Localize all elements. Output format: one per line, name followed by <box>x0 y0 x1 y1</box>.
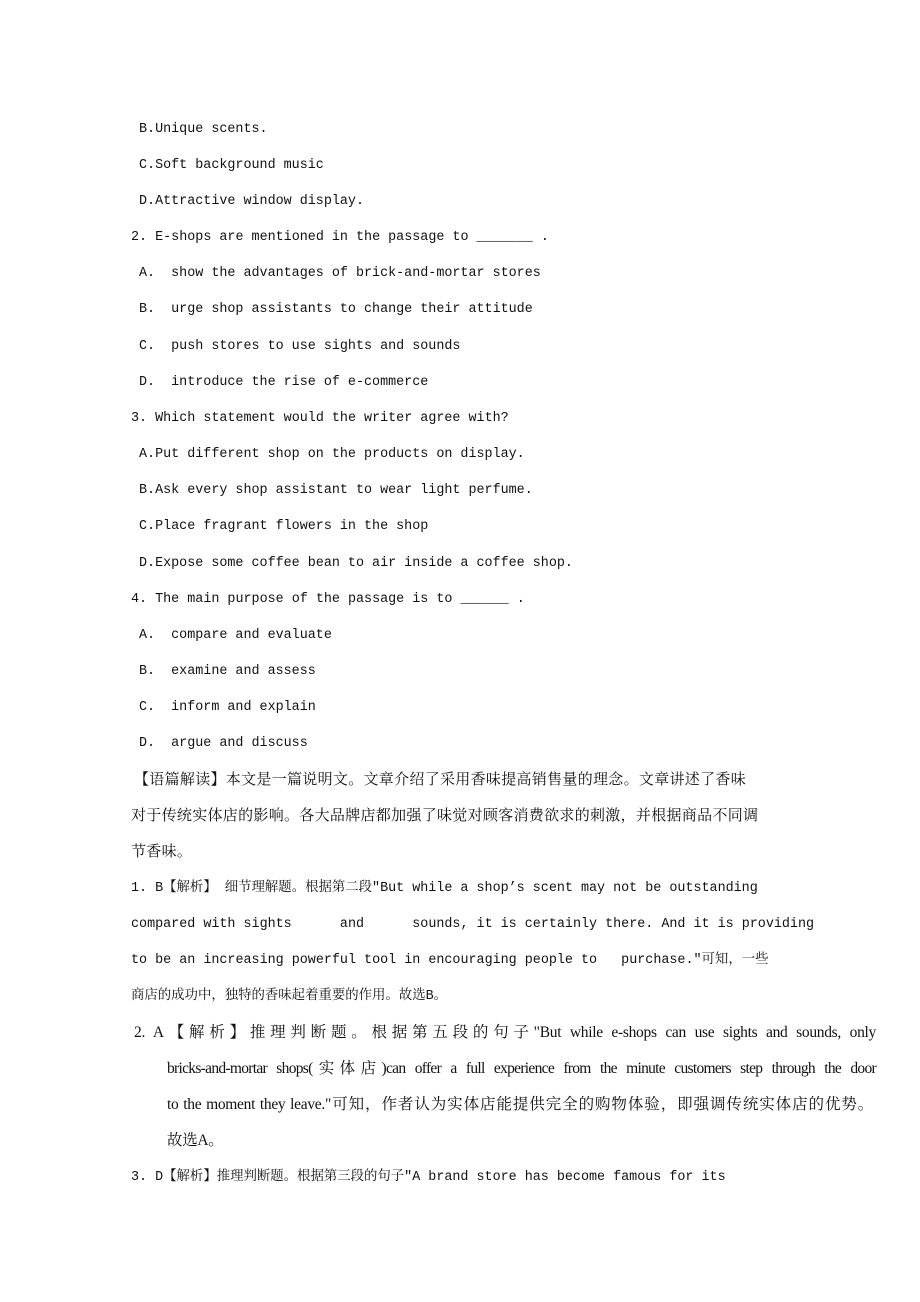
q4-stem: 4. The main purpose of the passage is to ______ . <box>131 592 525 607</box>
answer2-line: 2. A【解析】推理判断题。根据第五段的句子"But while e-shops can use sights and sounds, only <box>134 1024 876 1041</box>
q3-stem: 3. Which statement would the writer agree with? <box>131 411 509 426</box>
answer1-line: 1. B【解析】 细节理解题。根据第二段"But while a shop’s scent may not be outstanding <box>131 881 758 896</box>
q1-option-b: B.Unique scents. <box>139 122 268 137</box>
answer2-line: to the moment they leave."可知，作者认为实体店能提供完全的购物体验，即强调传统实体店的优势。 <box>167 1096 873 1113</box>
reading-intro-line: 【语篇解读】本文是一篇说明文。文章介绍了采用香味提高销售量的理念。文章讲述了香味 <box>134 770 747 788</box>
answer3-line: 3. D【解析】推理判断题。根据第三段的句子"A brand store has become famous for its <box>131 1170 726 1185</box>
q1-option-c: C.Soft background music <box>139 158 324 173</box>
reading-intro-line: 节香味。 <box>131 842 193 860</box>
q4-option-d: D. argue and discuss <box>139 736 308 751</box>
q2-option-c: C. push stores to use sights and sounds <box>139 339 461 354</box>
q3-option-b: B.Ask every shop assistant to wear light perfume. <box>139 483 533 498</box>
q4-option-b: B. examine and assess <box>139 664 316 679</box>
q2-option-a: A. show the advantages of brick-and-mortar stores <box>139 266 541 281</box>
reading-intro-line: 对于传统实体店的影响。各大品牌店都加强了味觉对顾客消费欲求的刺激，并根据商品不同调 <box>131 806 759 824</box>
q1-option-d: D.Attractive window display. <box>139 194 364 209</box>
answer2-line: bricks-and-mortar shops(实体店)can offer a full experience from the minute customers step through the door <box>167 1060 876 1077</box>
q4-option-c: C. inform and explain <box>139 700 316 715</box>
q3-option-d: D.Expose some coffee bean to air inside a coffee shop. <box>139 556 573 571</box>
q3-option-a: A.Put different shop on the products on display. <box>139 447 525 462</box>
q3-option-c: C.Place fragrant flowers in the shop <box>139 519 429 534</box>
q2-option-b: B. urge shop assistants to change their attitude <box>139 302 533 317</box>
answer1-line: 商店的成功中，独特的香味起着重要的作用。故选B。 <box>131 989 448 1004</box>
q2-option-d: D. introduce the rise of e-commerce <box>139 375 429 390</box>
answer1-line: compared with sights and sounds, it is certainly there. And it is providing <box>131 917 815 932</box>
answer1-line: to be an increasing powerful tool in encouraging people to purchase."可知，一些 <box>131 953 769 968</box>
q2-stem: 2. E-shops are mentioned in the passage to _______ . <box>131 230 549 245</box>
answer2-line: 故选A。 <box>167 1132 224 1149</box>
q4-option-a: A. compare and evaluate <box>139 628 332 643</box>
